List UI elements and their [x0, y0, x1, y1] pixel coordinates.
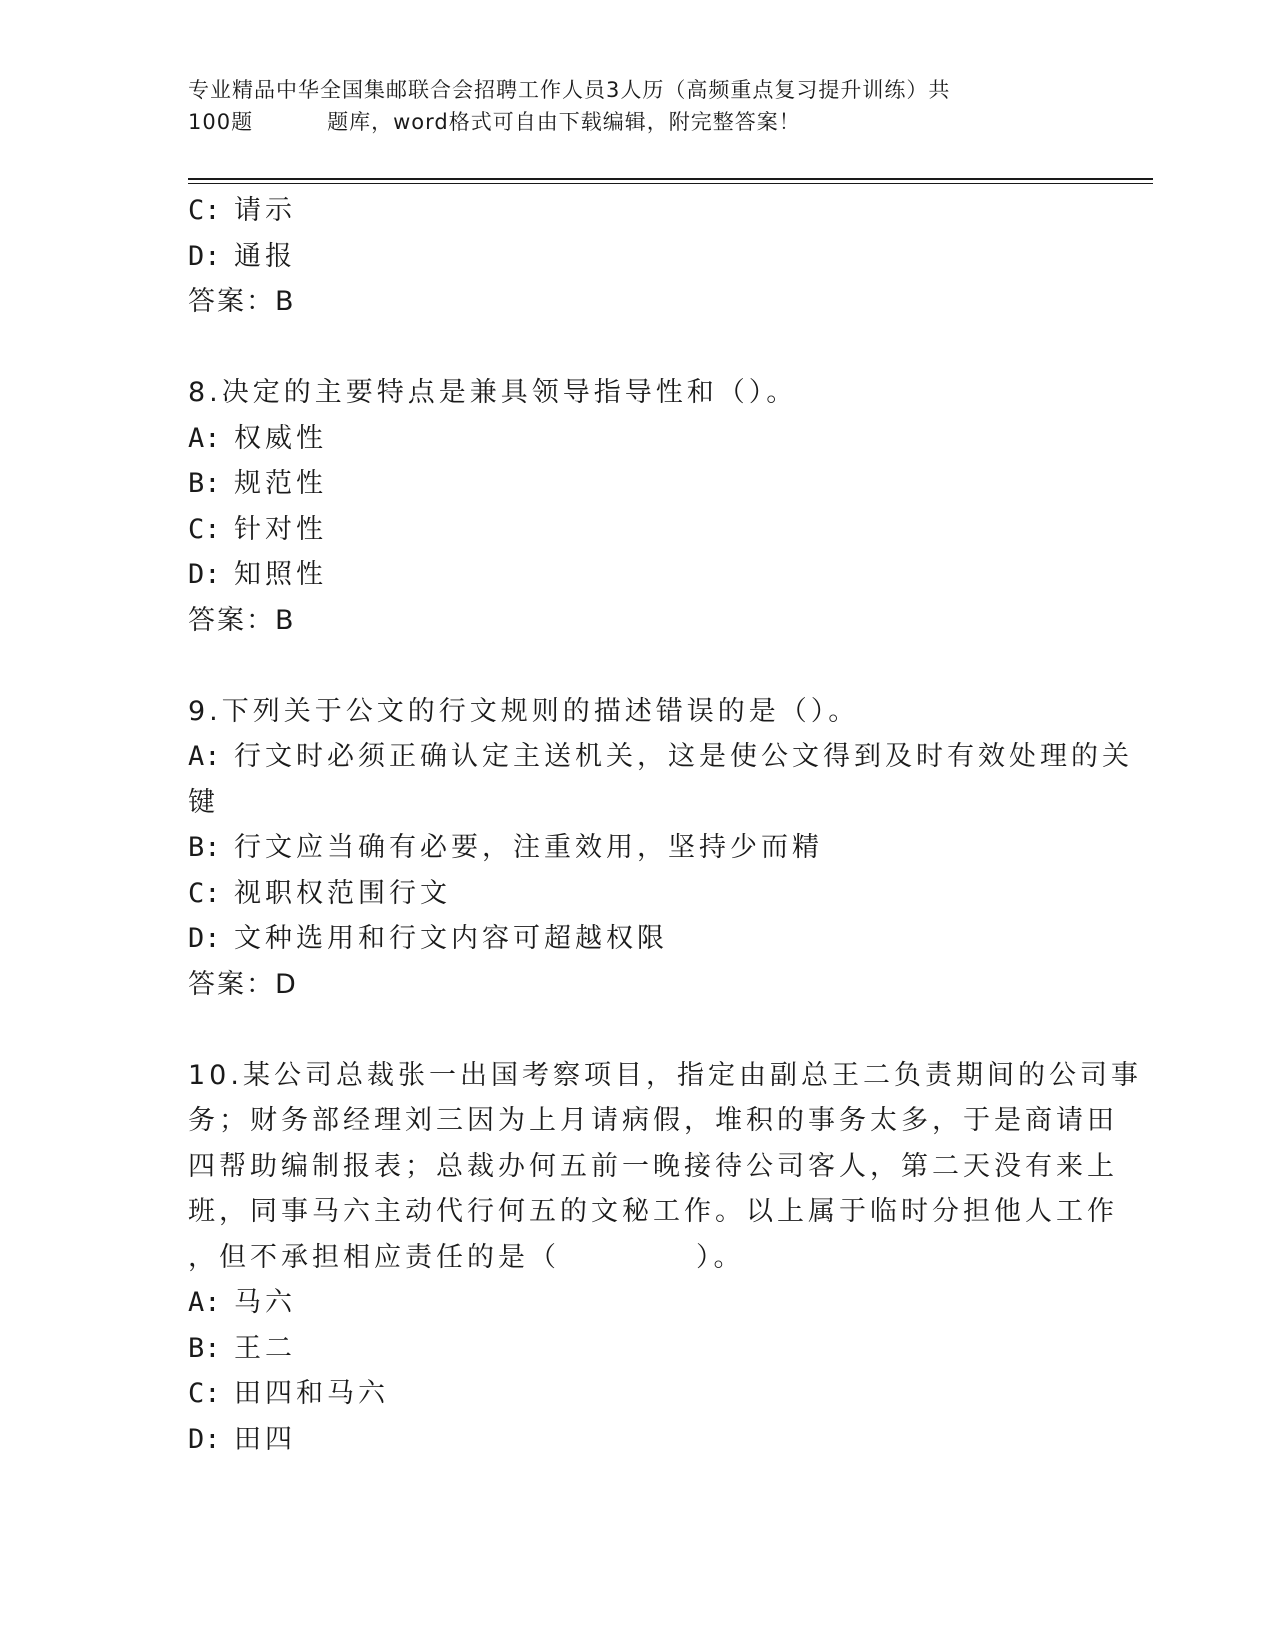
question-stem-line: [188, 1235, 1088, 1281]
option-row: [188, 916, 1088, 962]
option-key: C:: [188, 513, 221, 545]
header-divider-thin: [188, 183, 1153, 184]
header-subtitle: 题库，word格式可自由下载编辑，附完整答案！: [327, 110, 801, 134]
answer-line: 答案：B: [188, 286, 296, 317]
option-key: C:: [188, 195, 221, 226]
option-key: B:: [188, 468, 221, 499]
answer-line: 答案：D: [188, 968, 298, 1000]
question-content: [188, 188, 1142, 1462]
option-row: [188, 871, 1088, 917]
option-text: 田四: [234, 1423, 296, 1455]
option-text: 规范性: [234, 468, 327, 499]
option-row: [188, 1371, 1088, 1417]
option-key: A:: [188, 422, 221, 454]
option-text: 针对性: [234, 513, 327, 545]
document-header: [188, 74, 1088, 138]
option-row: [188, 825, 1088, 871]
option-key: C:: [188, 1378, 221, 1409]
option-continuation: 键: [188, 786, 219, 818]
stem-text: ）。: [696, 1241, 745, 1273]
header-question-count: 100题: [188, 110, 254, 134]
header-divider-thick: [188, 178, 1153, 180]
option-text: 权威性: [234, 422, 327, 454]
option-key: A:: [188, 1287, 221, 1318]
option-row: [188, 552, 1088, 598]
option-text: 知照性: [234, 559, 327, 590]
answer-line: 答案：B: [188, 604, 296, 636]
option-text: 王二: [234, 1332, 296, 1364]
option-row: [188, 1326, 1088, 1372]
option-key: D:: [188, 559, 221, 590]
question-stem-line: 四帮助编制报表；总裁办何五前一晚接待公司客人，第二天没有来上: [188, 1150, 1118, 1182]
option-text: 马六: [234, 1287, 296, 1318]
question-stem-line: 10.某公司总裁张一出国考察项目，指定由副总王二负责期间的公司事: [188, 1059, 1142, 1091]
question-stem-line: 务；财务部经理刘三因为上月请病假，堆积的事务太多，于是商请田: [188, 1105, 1118, 1136]
stem-text: ，但不承担相应责任的是（: [188, 1241, 560, 1273]
option-row: [188, 234, 1088, 280]
option-text: 行文应当确有必要，注重效用，坚持少而精: [234, 832, 823, 863]
question-stem: 9.下列关于公文的行文规则的描述错误的是（）。: [188, 695, 860, 727]
option-text: 行文时必须正确认定主送机关，这是使公文得到及时有效处理的关: [234, 741, 1133, 772]
option-row: [188, 507, 1088, 553]
option-key: A:: [188, 741, 221, 772]
option-row: [188, 1280, 1088, 1326]
option-key: D:: [188, 240, 221, 272]
option-key: B:: [188, 1332, 221, 1364]
option-key: D:: [188, 923, 221, 954]
option-row: [188, 188, 1088, 234]
option-text: 田四和马六: [234, 1378, 389, 1409]
option-key: B:: [188, 832, 221, 863]
header-title-line-2: [188, 106, 1088, 138]
option-text: 文种选用和行文内容可超越权限: [234, 923, 668, 954]
option-text: 视职权范围行文: [234, 877, 451, 909]
option-key: C:: [188, 877, 221, 909]
question-stem: 8.决定的主要特点是兼具领导指导性和（）。: [188, 377, 798, 408]
option-text: 通报: [234, 240, 296, 272]
option-key: D:: [188, 1423, 221, 1455]
option-row: [188, 461, 1088, 507]
question-stem-line: 班，同事马六主动代行何五的文秘工作。以上属于临时分担他人工作: [188, 1196, 1118, 1227]
option-row: [188, 734, 1133, 780]
option-text: 请示: [234, 195, 296, 226]
option-row: [188, 1417, 1088, 1463]
option-row: [188, 416, 1088, 462]
header-title-line-1: 专业精品中华全国集邮联合会招聘工作人员3人历（高频重点复习提升训练）共: [188, 78, 951, 102]
